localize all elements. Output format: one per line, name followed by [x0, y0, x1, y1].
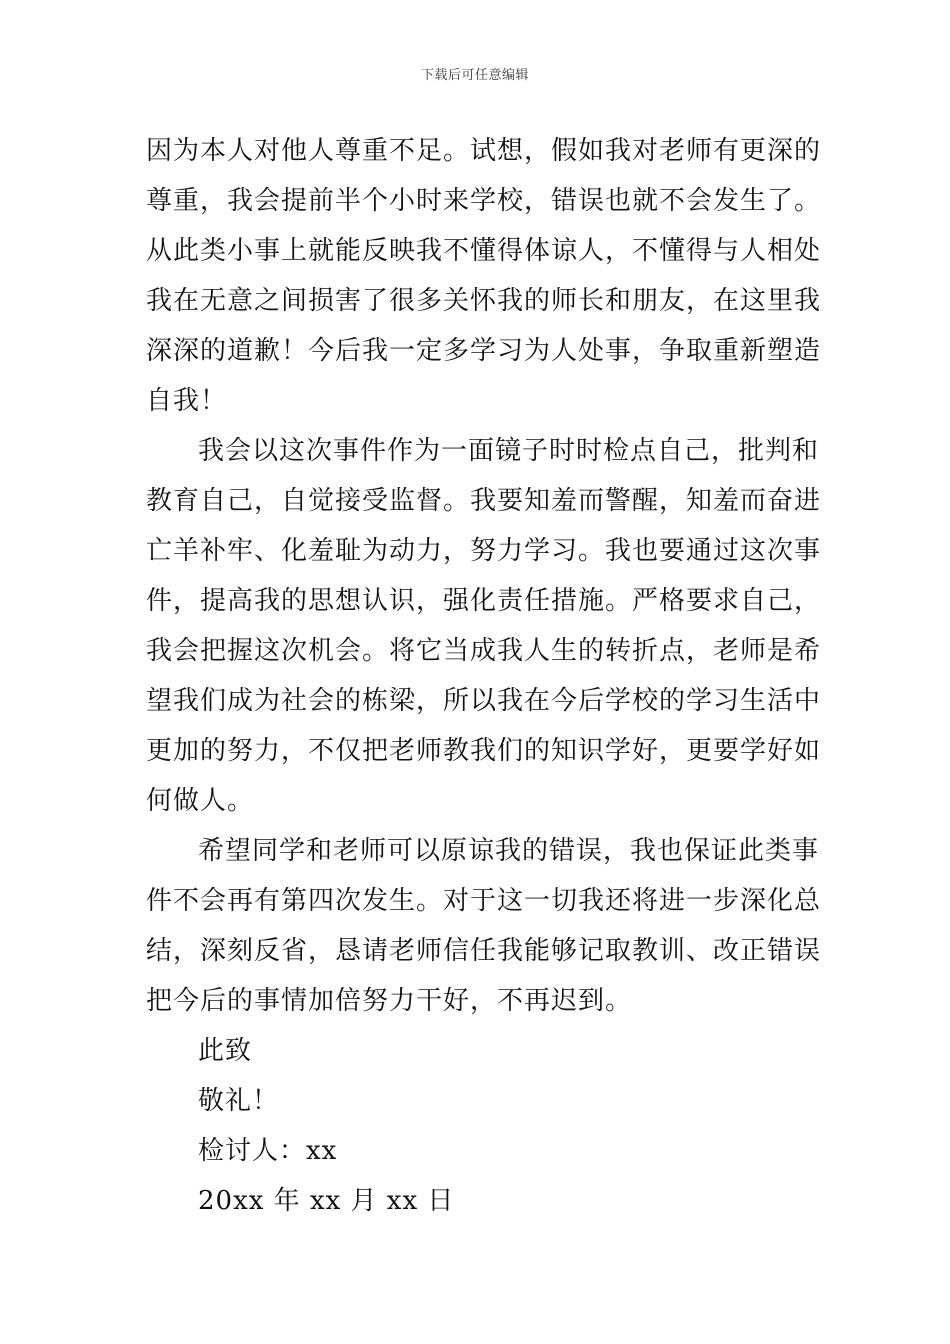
text-line: 件，提高我的思想认识，强化责任措施。严格要求自己，	[146, 586, 822, 616]
closing-signer: 检讨人：xx	[198, 1136, 338, 1166]
text-line: 自我！	[146, 386, 228, 416]
text-line: 我在无意之间损害了很多关怀我的师长和朋友，在这里我	[146, 286, 822, 316]
text-line: 何做人。	[146, 786, 255, 816]
page-header: 下载后可任意编辑	[420, 68, 529, 83]
text-line: 我会把握这次机会。将它当成我人生的转折点，老师是希	[146, 636, 822, 666]
text-line: 望我们成为社会的栋梁，所以我在今后学校的学习生活中	[146, 686, 822, 716]
text-line: 从此类小事上就能反映我不懂得体谅人，不懂得与人相处	[146, 236, 822, 266]
closing-date: 20xx 年 xx 月 xx 日	[198, 1186, 455, 1216]
text-line: 深深的道歉！今后我一定多学习为人处事，争取重新塑造	[146, 336, 822, 366]
text-line: 希望同学和老师可以原谅我的错误，我也保证此类事	[198, 836, 820, 866]
text-line: 亡羊补牢、化羞耻为动力，努力学习。我也要通过这次事	[146, 536, 822, 566]
text-line: 结，深刻反省，恳请老师信任我能够记取教训、改正错误	[146, 936, 822, 966]
text-line: 教育自己，自觉接受监督。我要知羞而警醒，知羞而奋进	[146, 486, 822, 516]
closing-salutation: 此致	[198, 1036, 253, 1066]
text-line: 尊重，我会提前半个小时来学校，错误也就不会发生了。	[146, 186, 822, 216]
text-line: 更加的努力，不仅把老师教我们的知识学好，更要学好如	[146, 736, 822, 766]
text-line: 因为本人对他人尊重不足。试想，假如我对老师有更深的	[146, 136, 822, 166]
closing-regards: 敬礼！	[198, 1086, 280, 1116]
letter-body	[146, 126, 822, 1226]
text-line: 我会以这次事件作为一面镜子时时检点自己，批判和	[198, 436, 820, 466]
text-line: 把今后的事情加倍努力干好，不再迟到。	[146, 986, 633, 1016]
text-line: 件不会再有第四次发生。对于这一切我还将进一步深化总	[146, 886, 822, 916]
